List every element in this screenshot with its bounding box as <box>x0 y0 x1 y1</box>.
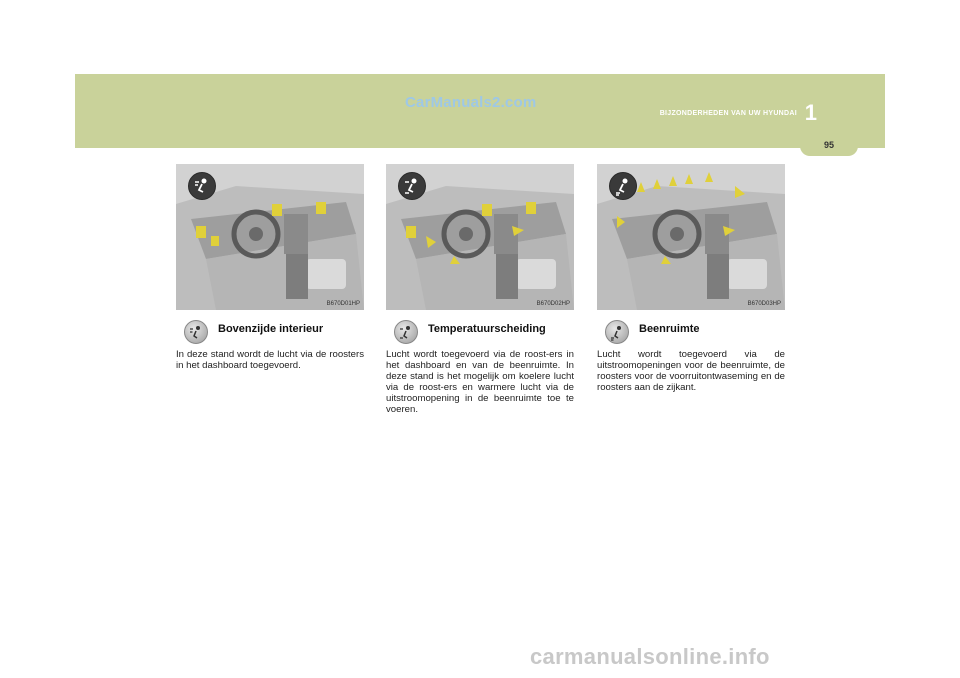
page-number: 95 <box>823 140 834 150</box>
section-text: Lucht wordt toegevoerd via de roost-ers in het dashboard en van de beenruimte. In deze stand is het mogelijk om koelere lucht via de roost-ers en warmere lucht via de uitstroomopening in de beenruimte toe te voeren. <box>386 349 574 415</box>
dashboard-figure-2 <box>386 164 574 310</box>
section-heading: Bovenzijde interieur <box>218 323 324 335</box>
floor-mode-icon <box>605 320 629 344</box>
chapter-number: 1 <box>804 100 817 125</box>
figure-code: B670D03HP <box>747 301 781 307</box>
figure-code: B670D01HP <box>326 301 360 307</box>
heading-row <box>176 320 364 344</box>
heading-row <box>386 320 574 344</box>
chapter-title: BIJZONDERHEDEN VAN UW HYUNDAI <box>659 110 797 117</box>
air-to-face-mode-icon <box>184 320 208 344</box>
heading-row <box>597 320 785 344</box>
section-bovenzijde-interieur <box>176 164 364 371</box>
dashboard-figure-1 <box>176 164 364 310</box>
section-text: Lucht wordt toegevoerd via de uitstroomopeningen voor de beenruimte, de roosters voor de voorruitontwaseming en de roosters aan de zijkant. <box>597 349 785 393</box>
floor-mode-icon <box>609 172 637 200</box>
header-band <box>75 74 885 148</box>
section-beenruimte <box>597 164 785 393</box>
section-text: In deze stand wordt de lucht via de roosters in het dashboard toegevoerd. <box>176 349 364 371</box>
watermark-text: carmanualsonline.info <box>530 644 770 669</box>
dashboard-figure-3 <box>597 164 785 310</box>
bi-level-mode-icon <box>398 172 426 200</box>
figure-code: B670D02HP <box>536 301 570 307</box>
page-tab <box>800 134 858 156</box>
air-to-face-mode-icon <box>188 172 216 200</box>
section-heading: Temperatuurscheiding <box>428 323 546 335</box>
bi-level-mode-icon <box>394 320 418 344</box>
section-temperatuurscheiding <box>386 164 574 415</box>
section-heading: Beenruimte <box>639 323 700 335</box>
brand-logo-text[interactable]: CarManuals2.com <box>405 94 537 111</box>
